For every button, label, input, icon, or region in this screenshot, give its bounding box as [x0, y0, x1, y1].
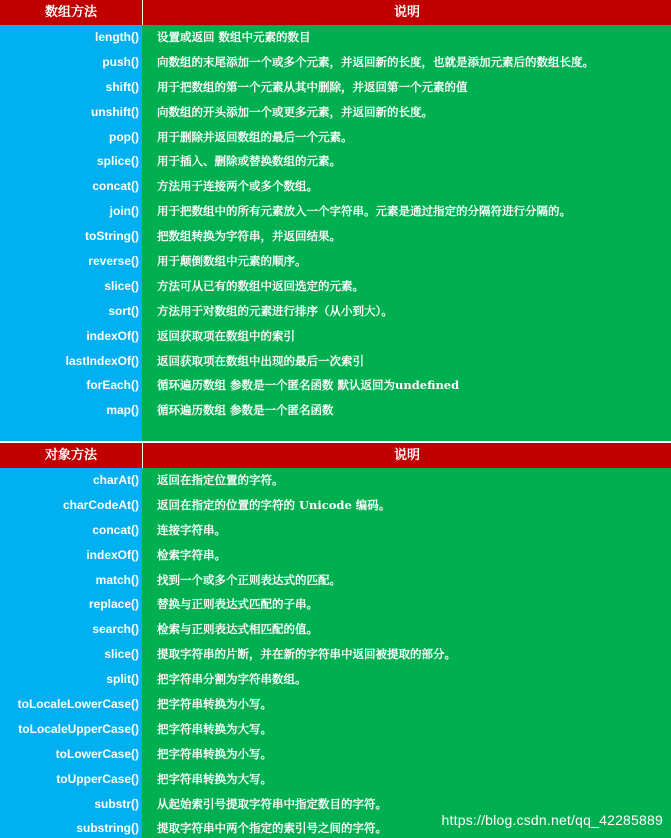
- string-methods-table: [0, 443, 671, 838]
- array-table-body: [0, 25, 671, 441]
- method-description-cell: 用于颠倒数组中元素的顺序。: [157, 254, 307, 269]
- array-table-header: [0, 0, 671, 25]
- string-desc-column: [142, 468, 671, 838]
- method-name-cell: pop(): [109, 129, 139, 144]
- method-name-cell: join(): [109, 204, 139, 219]
- method-name-cell: indexOf(): [86, 328, 139, 343]
- method-name-cell: concat(): [92, 522, 139, 537]
- method-name-cell: toUpperCase(): [56, 771, 139, 786]
- method-description-cell: 替换与正则表达式匹配的子串。: [157, 597, 318, 612]
- method-name-cell: length(): [95, 30, 139, 44]
- method-description-cell: 检索字符串。: [157, 547, 226, 562]
- method-description-cell: 检索与正则表达式相匹配的值。: [157, 622, 318, 637]
- method-name-cell: concat(): [92, 179, 139, 194]
- string-method-column: [0, 468, 142, 838]
- method-description-cell: 方法用于连接两个或多个数组。: [157, 179, 318, 194]
- method-description-cell: 用于把数组中的所有元素放入一个字符串。元素是通过指定的分隔符进行分隔的。: [157, 204, 571, 219]
- method-name-cell: replace(): [88, 597, 139, 612]
- method-description-cell: 把字符串转换为大写。: [157, 721, 272, 736]
- method-name-cell: shift(): [105, 79, 139, 94]
- method-name-cell: match(): [95, 572, 139, 587]
- method-name-cell: toLocaleLowerCase(): [17, 697, 139, 712]
- method-description-cell: 用于删除并返回数组的最后一个元素。: [157, 129, 353, 144]
- watermark-url: https://blog.csdn.net/qq_42285889: [441, 812, 663, 828]
- method-name-cell: unshift(): [91, 104, 139, 119]
- method-description-cell: 返回获取项在数组中出现的最后一次索引: [157, 353, 364, 368]
- method-description-cell: 找到一个或多个正则表达式的匹配。: [157, 572, 341, 587]
- method-description-cell: 返回在指定的位置的字符的 Unicode 编码。: [157, 497, 391, 512]
- method-description-cell: 把数组转换为字符串，并返回结果。: [157, 229, 341, 244]
- method-name-cell: search(): [92, 622, 139, 637]
- method-description-cell: 从起始索引号提取字符串中指定数目的字符。: [157, 796, 387, 811]
- method-name-cell: substring(): [76, 821, 139, 836]
- array-method-column-header: 数组方法: [0, 0, 143, 25]
- method-description-cell: 用于插入、删除或替换数组的元素。: [157, 154, 341, 169]
- method-description-cell: 循环遍历数组 参数是一个匿名函数: [157, 403, 334, 418]
- method-description-cell: 用于把数组的第一个元素从其中删除，并返回第一个元素的值: [157, 79, 468, 94]
- method-name-cell: indexOf(): [86, 547, 139, 562]
- method-description-cell: 方法用于对数组的元素进行排序（从小到大）。: [157, 303, 393, 318]
- array-method-column: [0, 25, 142, 441]
- method-description-cell: 设置或返回 数组中元素的数目: [157, 30, 311, 44]
- method-description-cell: 方法可从已有的数组中返回选定的元素。: [157, 278, 364, 293]
- method-description-cell: 把字符串分割为字符串数组。: [157, 672, 307, 687]
- string-table-header: [0, 443, 671, 468]
- method-description-cell: 向数组的末尾添加一个或多个元素，并返回新的长度，也就是添加元素后的数组长度。: [157, 54, 594, 69]
- method-name-cell: split(): [106, 672, 139, 687]
- string-method-column-header: 对象方法: [0, 443, 143, 468]
- array-desc-column-header: 说明: [393, 5, 420, 20]
- method-name-cell: charCodeAt(): [62, 497, 139, 512]
- method-description-cell: 把字符串转换为小写。: [157, 746, 272, 761]
- method-name-cell: charAt(): [92, 473, 139, 487]
- method-description-cell: 提取字符串的片断，并在新的字符串中返回被提取的部分。: [157, 647, 456, 662]
- array-desc-column: [142, 25, 671, 441]
- method-name-cell: toLocaleUpperCase(): [18, 721, 139, 736]
- method-name-cell: toString(): [85, 229, 139, 244]
- method-name-cell: slice(): [104, 647, 139, 662]
- method-description-cell: 提取字符串中两个指定的索引号之间的字符。: [157, 821, 387, 836]
- method-description-cell: 返回获取项在数组中的索引: [157, 328, 295, 343]
- string-table-body: [0, 468, 671, 838]
- method-name-cell: push(): [102, 54, 139, 69]
- method-description-cell: 把字符串转换为小写。: [157, 697, 272, 712]
- method-name-cell: sort(): [108, 303, 139, 318]
- method-description-cell: 向数组的开头添加一个或更多元素，并返回新的长度。: [157, 104, 433, 119]
- method-name-cell: map(): [106, 403, 139, 418]
- method-name-cell: toLowerCase(): [55, 746, 139, 761]
- method-description-cell: 把字符串转换为大写。: [157, 771, 272, 786]
- method-name-cell: substr(): [94, 796, 139, 811]
- method-description-cell: 返回在指定位置的字符。: [157, 473, 284, 487]
- method-name-cell: forEach(): [86, 378, 139, 393]
- method-name-cell: splice(): [96, 154, 139, 169]
- method-name-cell: reverse(): [88, 254, 139, 269]
- method-description-cell: 循环遍历数组 参数是一个匿名函数 默认返回为undefined: [157, 378, 460, 393]
- method-name-cell: slice(): [104, 278, 139, 293]
- method-name-cell: lastIndexOf(): [65, 353, 139, 368]
- string-desc-column-header: 说明: [393, 448, 420, 463]
- method-description-cell: 连接字符串。: [157, 522, 226, 537]
